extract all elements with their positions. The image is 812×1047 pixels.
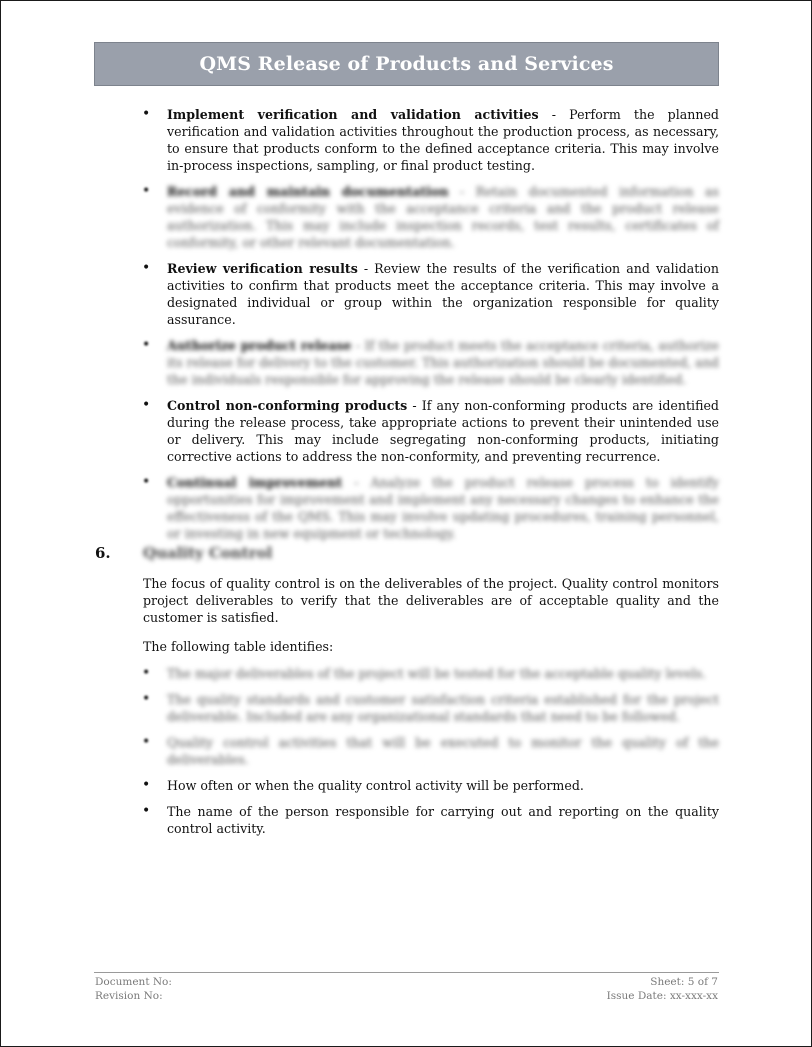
header-bar: [94, 42, 719, 86]
document-number: Document No:: [95, 976, 172, 988]
issue-date: Issue Date: xx-xxx-xx: [606, 990, 718, 1002]
list-item: [141, 106, 719, 174]
list-item-text: Quality control activities that will be executed to monitor the quality of the deliverables.: [167, 735, 719, 767]
page-title: QMS Release of Products and Services: [199, 53, 614, 75]
list-item-term: Control non-conforming products: [167, 398, 408, 413]
footer-divider: [94, 972, 719, 973]
list-item-text: - Review the results of the verification and validation activities to confirm that products meet the acceptance criteria. This may involve a designated individual or group within the organization responsible for quality assurance.: [167, 261, 719, 327]
list-item: [141, 474, 719, 542]
body-paragraph: The following table identifies:: [143, 639, 334, 654]
section-number: 6.: [95, 544, 111, 562]
list-item-term: Record and maintain documentation: [167, 184, 449, 199]
list-item: [141, 777, 719, 794]
list-item-term: Authorize product release: [167, 338, 352, 353]
list-item: [141, 260, 719, 328]
body-paragraph: The focus of quality control is on the deliverables of the project. Quality control monitors project deliverables to verify that the deliverables are of acceptable quality and the customer is satisfied.: [143, 576, 719, 625]
list-item: [141, 665, 719, 682]
list-item-text: - If the product meets the acceptance criteria, authorize its release for delivery to the customer. This authorization should be documented, and the individuals responsible for approving the release should be clearly identified.: [167, 338, 719, 387]
list-item-text: The name of the person responsible for carrying out and reporting on the quality control activity.: [167, 804, 719, 836]
list-item-text: The major deliverables of the project will be tested for the acceptable quality levels.: [167, 666, 707, 681]
section-heading: [95, 544, 495, 562]
footer-left: [95, 975, 172, 1003]
list-item-term: Continual improvement: [167, 475, 343, 490]
list-item-text: - Perform the planned verification and validation activities throughout the production process, as necessary, to ensure that products conform to the defined acceptance criteria. This may involve in-process inspections, sampling, or final product testing.: [167, 107, 719, 173]
release-steps-list: [141, 106, 719, 551]
list-item-term: Implement verification and validation activities: [167, 107, 539, 122]
footer-right: [607, 975, 718, 1003]
revision-number: Revision No:: [95, 990, 163, 1002]
list-item: [141, 691, 719, 725]
list-item: [141, 183, 719, 251]
quality-control-list: [141, 665, 719, 846]
list-item: [141, 397, 719, 465]
list-item-text: - If any non-conforming products are identified during the release process, take appropriate actions to prevent their unintended use or delivery. This may include segregating non-conforming products, initiating corrective actions to address the non-conformity, and preventing recurrence.: [167, 398, 719, 464]
list-item: [141, 734, 719, 768]
list-item-term: Review verification results: [167, 261, 358, 276]
list-item: [141, 337, 719, 388]
sheet-number: Sheet: 5 of 7: [650, 976, 718, 988]
list-item-text: The quality standards and customer satisfaction criteria established for the project deliverable. Included are any organizational standards that need to be followed.: [167, 692, 719, 724]
list-item-text: - Analyze the product release process to identify opportunities for improvement and implement any necessary changes to enhance the effectiveness of the QMS. This may involve updating procedures, training personnel, or investing in new equipment or technology.: [167, 475, 719, 541]
list-item-text: How often or when the quality control activity will be performed.: [167, 778, 584, 793]
list-item: [141, 803, 719, 837]
list-item-text: - Retain documented information as evidence of conformity with the acceptance criteria and the product release authorization. This may include inspection records, test results, certificates of conformity, or other relevant documentation.: [167, 184, 719, 250]
section-title: Quality Control: [143, 544, 273, 562]
